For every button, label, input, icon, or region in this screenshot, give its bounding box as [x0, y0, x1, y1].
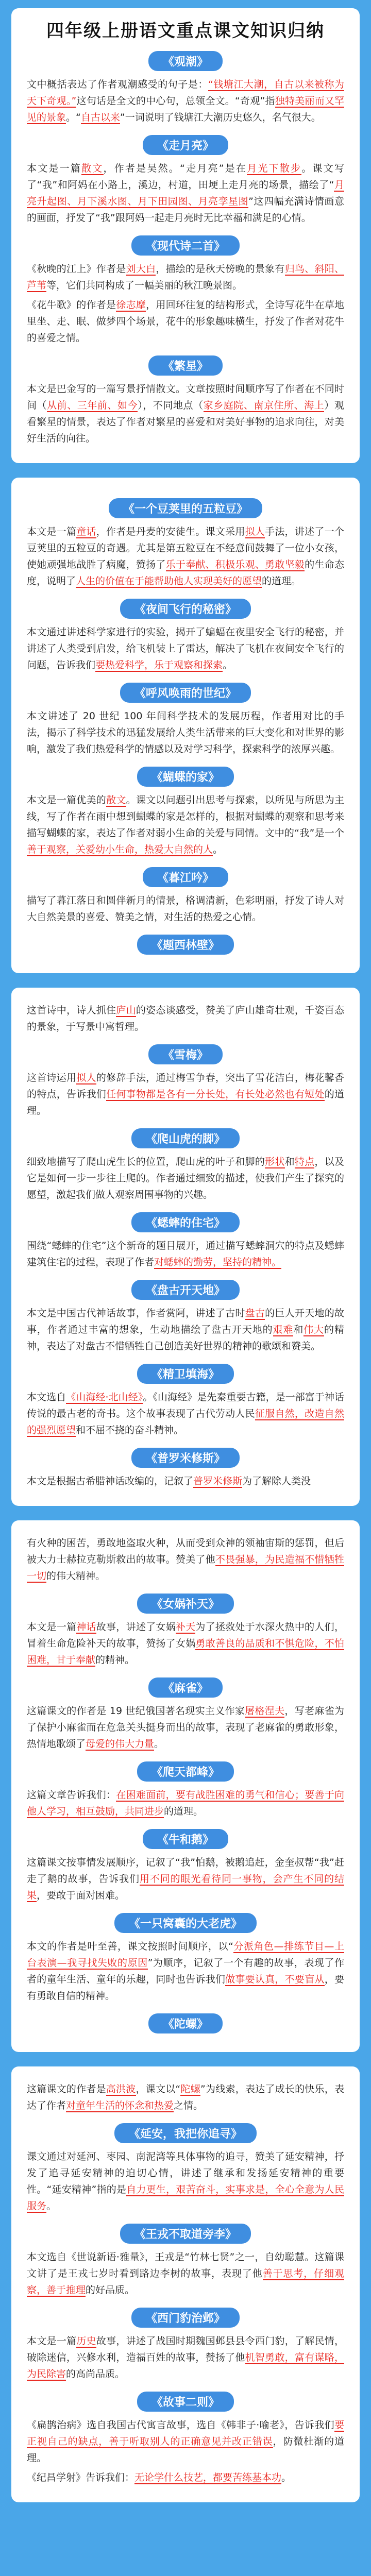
highlighted-text: 自古以来 — [80, 112, 120, 123]
section-paragraph — [27, 2081, 344, 2114]
paragraph-text: ）观看繁星的情景，表达了作者对繁星的喜爱和对美好事物的追求向往，对美好生活的向往。 — [27, 400, 344, 444]
section-paragraph — [27, 1305, 344, 1354]
paragraph-text: ，要有勇敢自信的精神。 — [27, 1974, 344, 2002]
highlighted-text: 刘大白 — [126, 263, 156, 275]
section-heading: 《繁星》 — [148, 355, 223, 376]
paragraph-text: 《秋晚的江上》作者是 — [27, 263, 126, 275]
paragraph-text: 的修辞手法，通过梅雪争春，突出了雪花洁白，梅花馨香的特点，告诉我们 — [27, 1072, 344, 1100]
paragraph-text: 本文是巴金写的一篇写景抒情散文。文章按照时间顺序写了作者在不同时间（ — [27, 383, 344, 411]
paragraph-text: 本文的作者是叶至善，课文按照时间顺序，以“ — [27, 1941, 233, 1952]
highlighted-text: 月亮升起图、月下溪水图、月下田园图、月亮孪星图 — [27, 179, 344, 207]
section-paragraph — [27, 1619, 344, 1668]
section-heading: 《夜间飞行的秘密》 — [120, 599, 251, 619]
paragraph-text: ，作者是吴然。“走月亮”是在 — [103, 163, 247, 174]
paragraph-text: ，课文以“ — [136, 2083, 181, 2095]
highlighted-text: 善于思考，仔细观察，善于推理 — [27, 2268, 344, 2296]
paragraph-text: 本文是一篇 — [27, 2335, 77, 2347]
highlighted-text: 不畏强暴，为民造福不惜牺牲一切 — [27, 1554, 344, 1582]
highlighted-text: 归鸟、斜阳、芦苇 — [27, 263, 344, 291]
highlighted-text: 善于观察，关爱幼小生命，热爱大自然的人 — [27, 844, 213, 855]
highlighted-text: 要热爱科学，乐于观察和探索 — [95, 659, 223, 671]
section-heading: 《延安，我把你追寻》 — [114, 2123, 257, 2143]
paragraph-text: 本文讲述了 20 世纪 100 年间科学技术的发展历程，作者用对比的手法，揭示了科学技术的迅猛发展给人类生活带来的巨大变化和对世界的影响，激发了我们热爱科学的情感以及对学习科学，探索科学的浓厚兴趣。 — [27, 710, 344, 755]
paragraph-text: 描写了暮江落日和圆伴新月的情景，格调清新，色彩明丽，抒发了诗人对大自然美景的喜爱、赞美之情，对生活的热爱之心情。 — [27, 895, 344, 923]
section-paragraph — [27, 892, 344, 925]
paragraph-text: ”一词说明了钱塘江大潮历史悠久，名气很大。 — [120, 112, 321, 123]
section-paragraph — [27, 1238, 344, 1270]
section-paragraph — [27, 2417, 344, 2466]
paragraph-text: 之情。 — [174, 2100, 204, 2111]
section-heading: 《一只窝囊的大老虎》 — [114, 1913, 257, 1933]
paragraph-text: 等，它们共同构成了一幅美丽的秋江晚景图。 — [46, 280, 243, 291]
section-paragraph — [27, 160, 344, 226]
highlighted-text: 独特美丽而又罕见的景象 — [27, 95, 344, 123]
highlighted-text: 无论学什么技艺，都要苦练基本功 — [134, 2472, 282, 2483]
paragraph-text: 的精神，表达了对盘古不惜牺牲自己创造美好世界的精神的歌颂和赞美。 — [27, 1324, 344, 1352]
paragraph-text: 。 — [223, 659, 233, 671]
section-paragraph — [27, 76, 344, 126]
paragraph-text: 本文选自《世说新语·雅量》，王戎是“竹林七贤”之一，自幼聪慧。这篇课文讲了是王戎七岁时看到路边李树的故事，表现了他 — [27, 2251, 344, 2279]
paragraph-text: 本文是一篇 — [27, 163, 82, 174]
paragraph-text: 手法，讲述了一个豆荚里的五粒豆的奇遇。尤其是第五粒豆在不经意间鼓舞了一位小女孩，使她顽强地战胜了病魔，赞扬了 — [27, 526, 344, 570]
card-body — [27, 1535, 344, 2033]
highlighted-text: 用不同的眼光看待同一事物，会产生不同的结果 — [27, 1873, 344, 1901]
section-heading: 《麻雀》 — [148, 1677, 223, 1698]
card-body — [27, 51, 344, 447]
section-paragraph — [27, 1473, 344, 1489]
section-paragraph — [27, 1854, 344, 1904]
page-title: 四年级上册语文重点课文知识归纳 — [46, 21, 325, 41]
section-paragraph — [27, 2469, 344, 2486]
paragraph-text: ，用回环往复的结构形式，全诗写花牛在草地里坐、走、眠、做梦四个场景，花牛的形象趣味横生，抒发了作者对花牛的喜爱之情。 — [27, 299, 344, 344]
paragraph-text: 细致地描写了爬山虎生长的位置，爬山虎的叶子和脚的 — [27, 1156, 265, 1167]
highlighted-text: 形状 — [265, 1156, 285, 1167]
section-heading: 《题西林壁》 — [137, 935, 234, 955]
section-heading: 《暮江吟》 — [143, 867, 228, 887]
highlighted-text: 对蟋蟀的勤劳，坚持的精神。 — [154, 1257, 282, 1268]
highlighted-text: 任何事物都是各有一分长处，有长处必然也有短处 — [106, 1089, 325, 1100]
card-body — [27, 498, 344, 955]
highlighted-text: 艰难 — [273, 1324, 294, 1335]
highlighted-text: 《山海经·北山经》 — [66, 1392, 143, 1403]
highlighted-text: 拟人 — [76, 1072, 96, 1083]
paragraph-text: 的生命态度，说明了 — [27, 559, 344, 587]
highlighted-text: 母爱的伟大力量 — [86, 1738, 155, 1750]
section-paragraph — [27, 1535, 344, 1584]
paragraph-text: 的道理。 — [164, 1806, 204, 1817]
section-paragraph — [27, 624, 344, 673]
highlighted-text: 对童年生活的怀念和热爱 — [66, 2100, 174, 2111]
highlighted-text: 机智勇敢，富有谋略，为民除害 — [27, 2352, 344, 2380]
card-2 — [11, 478, 360, 973]
paragraph-text: ），不同地点（ — [138, 400, 204, 411]
paragraph-text: 这首诗运用 — [27, 1072, 77, 1083]
highlighted-text: 神话 — [76, 1621, 96, 1633]
paragraph-text: 本文是一篇 — [27, 526, 77, 537]
paragraph-text: 这篇课文按事情发展顺序，记叙了“我”怕鹅，被鹅追赶，金奎叔帮“我”赶走了鹅的故事，告诉我们 — [27, 1857, 344, 1885]
card-5 — [11, 2066, 360, 2502]
paragraph-text: ，作者是丹麦的安徒生。课文采用 — [96, 526, 245, 537]
section-paragraph — [27, 792, 344, 858]
paragraph-text: 故事，讲述了女娲 — [96, 1621, 176, 1633]
section-heading: 《爬山虎的脚》 — [131, 1128, 240, 1148]
section-paragraph — [27, 261, 344, 294]
card-1 — [11, 8, 360, 463]
paragraph-text: 本文是根据古希腊神话改编的，记叙了 — [27, 1476, 194, 1487]
paragraph-text: 围绕“蟋蟀的住宅”这个新奇的题目展开，通过描写蟋蟀洞穴的特点及蟋蟀建筑住宅的过程，表现了作者 — [27, 1240, 344, 1268]
paragraph-text: 。《山海经》是先秦重要古籍，是一部富于神话传说的最古老的奇书。这个故事表现了古代劳动人民 — [27, 1392, 344, 1419]
highlighted-text: 拟人 — [245, 526, 265, 537]
highlighted-text: 陀螺 — [180, 2083, 200, 2095]
paragraph-text: 。课文以问题引出思考与探索，以所见与所思为主线，写了作者在雨中想到蝴蝶的家是怎样的，根据对蝴蝶的观察和思考来描写蝴蝶的家，表达了作者对弱小生命的关爱与同情。文中的“我”是一个 — [27, 794, 344, 839]
paragraph-text: 。 — [154, 1738, 164, 1750]
paragraph-text: ，描绘的是秋天傍晚的景象有 — [156, 263, 285, 275]
highlighted-text: 自力更生，艰苦奋斗，实事求是，全心全意为人民服务 — [27, 2184, 344, 2212]
section-heading: 《观潮》 — [148, 51, 223, 71]
paragraph-text: 的姿态谈感受，赞美了庐山雄奇壮观，千姿百态的景象，于写景中寓哲理。 — [27, 1005, 344, 1032]
paragraph-text: 《纪昌学射》告诉我们： — [27, 2472, 135, 2483]
section-heading: 《王戎不取道旁李》 — [120, 2224, 251, 2244]
paragraph-text: 这篇课文的作者是 19 世纪俄国著名现实主义作家 — [27, 1705, 245, 1717]
paragraph-text: 。 — [213, 844, 223, 855]
paragraph-text: ”这四幅充满诗情画意的画面，抒发了“我”跟阿妈一起走月亮时无比幸福和满足的心情。 — [27, 196, 344, 224]
paragraph-text: 的伟大精神。 — [46, 1570, 106, 1582]
section-paragraph — [27, 708, 344, 757]
section-paragraph — [27, 523, 344, 589]
paragraph-text: ”为线索，表达了成长的快乐，表达了作者 — [27, 2083, 344, 2111]
section-paragraph — [27, 2249, 344, 2298]
paragraph-text: 课文通过对延河、枣园、南泥湾等具体事物的追寻，赞美了延安精神，抒发了追寻延安精神的迫切心情，讲述了继承和发扬延安精神的重要性。“延安精神”指的是 — [27, 2151, 344, 2195]
highlighted-text: 历史 — [76, 2335, 96, 2347]
paragraph-text: ，写老麻雀为了保护小麻雀而在危急关头挺身而出的故事，表现了老麻雀的勇敢形象，热情地歌颂了 — [27, 1705, 344, 1750]
section-heading: 《现代诗二首》 — [131, 235, 240, 256]
highlighted-text: 散文 — [106, 794, 126, 806]
paragraph-text: 这首诗中，诗人抓住 — [27, 1005, 116, 1016]
paragraph-text: 这句话是全文的中心句，总领全文。“奇观”指 — [76, 95, 275, 107]
section-paragraph — [27, 1002, 344, 1035]
paragraph-text: 《扁鹊治病》选自我国古代寓言故事，选自《韩非子·喻老》，告诉我们 — [27, 2419, 334, 2431]
card-3 — [11, 988, 360, 1506]
paragraph-text: 和不屈不挠的奋斗精神。 — [76, 1425, 184, 1436]
paragraph-text: ，以及它是如何一步一步往上爬的。作者通过细致的描述，使我们产生了探究的愿望，激起我们做人观察周围事物的兴趣。 — [27, 1156, 344, 1200]
highlighted-text: 从前、三年前、如今 — [47, 400, 138, 411]
paragraph-text: 本文是中国古代神话故事，作者赏阿，讲述了古时 — [27, 1308, 245, 1319]
highlighted-text: 伟大 — [303, 1324, 325, 1335]
section-paragraph — [27, 1938, 344, 2004]
highlighted-text: 特点 — [294, 1156, 315, 1167]
paragraph-text: 为了解除人类没 — [242, 1476, 311, 1487]
card-body — [27, 2081, 344, 2486]
paragraph-text: 故事，讲述了战国时期魏国邺县县令西门豹，了解民情，破除迷信，兴修水利，造福百姓的故事，赞扬了他 — [27, 2335, 344, 2363]
highlighted-text: 高洪波 — [106, 2083, 136, 2095]
paragraph-text: 这篇文章告诉我们： — [27, 1789, 116, 1801]
section-heading: 《普罗米修斯》 — [131, 1448, 240, 1468]
highlighted-text: 徐志摩 — [116, 299, 146, 311]
highlighted-text: 童话 — [76, 526, 96, 537]
section-heading: 《精卫填海》 — [137, 1364, 234, 1384]
section-paragraph — [27, 297, 344, 346]
paragraph-text: 《花牛歌》的作者是 — [27, 299, 116, 311]
paragraph-text: ”为顺序，记叙了一个有趣的故事，表现了作者的童年生活、童年的乐趣，同时也告诉我们 — [27, 1957, 344, 1985]
paragraph-text: 为了拯救处于水深火热中的人们，冒着生命危险补天的故事，赞扬了女娲 — [27, 1621, 344, 1649]
paragraph-text: 的巨人开天地的故事，作者通过丰富的想象，生动地描绘了盘古开天地的 — [27, 1308, 344, 1335]
highlighted-text: 征服自然，改造自然的强烈愿望 — [27, 1408, 344, 1436]
section-heading: 《雪梅》 — [148, 1044, 223, 1064]
highlighted-text: 勇敢善良的品质和不惧危险，不怕困难，甘于奉献 — [27, 1638, 344, 1666]
paragraph-text: 本文选自 — [27, 1392, 66, 1403]
paragraph-text: 和 — [284, 1156, 295, 1167]
paragraph-text: ，要敢于面对困难。 — [37, 1890, 125, 1901]
highlighted-text: 庐山 — [116, 1005, 136, 1016]
section-heading: 《爬天都峰》 — [137, 1761, 234, 1782]
highlighted-text: 人生的价值在于能帮助他人实现美好的愿望 — [76, 575, 262, 587]
section-paragraph — [27, 2148, 344, 2214]
paragraph-text: 的好品质。 — [86, 2284, 135, 2296]
paragraph-text: 的道理。 — [262, 575, 301, 587]
section-heading: 《盘古开天地》 — [131, 1280, 240, 1300]
highlighted-text: 屠格涅夫 — [245, 1705, 285, 1717]
section-paragraph — [27, 2333, 344, 2382]
paragraph-text: 文中概括表达了作者观潮感受的句子是： — [27, 79, 208, 90]
paragraph-text: 这篇课文的作者是 — [27, 2083, 106, 2095]
highlighted-text: 补天 — [175, 1621, 196, 1633]
paragraph-text: 的高尚品质。 — [66, 2368, 125, 2380]
highlighted-text: 家乡庭院、南京住所、海上 — [203, 400, 325, 411]
section-paragraph — [27, 1703, 344, 1752]
section-paragraph — [27, 1070, 344, 1119]
paragraph-text: 有火种的困苦，勇敢地盗取火种，从而受到众神的领袖宙斯的惩罚，但后被大力士赫拉克勒斯救出的故事。赞美了他 — [27, 1537, 344, 1565]
card-body — [27, 1002, 344, 1489]
card-4 — [11, 1520, 360, 2052]
section-heading: 《蝴蝶的家》 — [137, 767, 234, 787]
section-paragraph — [27, 381, 344, 447]
highlighted-text: “钱塘江大潮，自古以来被称为天下奇观。” — [27, 79, 344, 107]
section-heading: 《一个豆荚里的五粒豆》 — [109, 498, 262, 518]
highlighted-text: 月光下散步 — [247, 163, 302, 174]
section-heading: 《故事二则》 — [137, 2392, 234, 2412]
highlighted-text: 散文 — [81, 163, 104, 174]
paragraph-text: 的道理。 — [27, 1089, 344, 1116]
section-heading: 《呼风唤雨的世纪》 — [120, 683, 251, 703]
highlighted-text: 要正视自己的缺点，善于听取别人的正确意见并改正错误 — [27, 2419, 344, 2447]
highlighted-text: 普罗米修斯 — [193, 1476, 243, 1487]
section-paragraph — [27, 1154, 344, 1203]
paragraph-text: 的精神。 — [95, 1654, 135, 1666]
paragraph-text: 。课文写了“我”和阿妈在小路上，溪边，村道，田埂上走月亮的场景，描绘了“ — [27, 163, 344, 191]
paragraph-text: 本文通过讲述科学家进行的实验，揭开了蝙蝠在夜里安全飞行的秘密，并讲述了人类受到启发，给飞机装上了雷达，解决了飞机在夜间安全飞行的问题，告诉我们 — [27, 626, 344, 671]
section-paragraph — [27, 1389, 344, 1438]
section-heading: 《陀螺》 — [148, 2013, 223, 2033]
paragraph-text: 。“ — [66, 112, 81, 123]
paragraph-text: 和 — [293, 1324, 304, 1335]
section-paragraph — [27, 1787, 344, 1820]
highlighted-text: 分派角色—排练节目—上台表演—我寻找失败的原因 — [27, 1941, 344, 1969]
section-heading: 《西门豹治邺》 — [131, 2308, 240, 2328]
section-heading: 《女娲补天》 — [137, 1594, 234, 1614]
section-heading: 《蟋蟀的住宅》 — [131, 1212, 240, 1232]
paragraph-text: 。 — [46, 2200, 57, 2212]
highlighted-text: 盘古 — [245, 1308, 265, 1319]
paragraph-text: 。 — [281, 2472, 292, 2483]
paragraph-text: ，防微杜渐的道理。 — [27, 2436, 344, 2464]
highlighted-text: 乐于奉献、积极乐观、勇敢坚毅 — [165, 559, 305, 570]
paragraph-text: 本文是一篇优美的 — [27, 794, 107, 806]
highlighted-text: 在困难面前，要有战胜困难的勇气和信心；要善于向他人学习，相互鼓励，共同进步 — [27, 1789, 344, 1817]
paragraph-text: 本文是一篇 — [27, 1621, 77, 1633]
section-heading: 《牛和鹅》 — [143, 1829, 228, 1849]
section-heading: 《走月亮》 — [143, 135, 228, 155]
highlighted-text: 做事要认真，不要盲从 — [225, 1974, 325, 1985]
